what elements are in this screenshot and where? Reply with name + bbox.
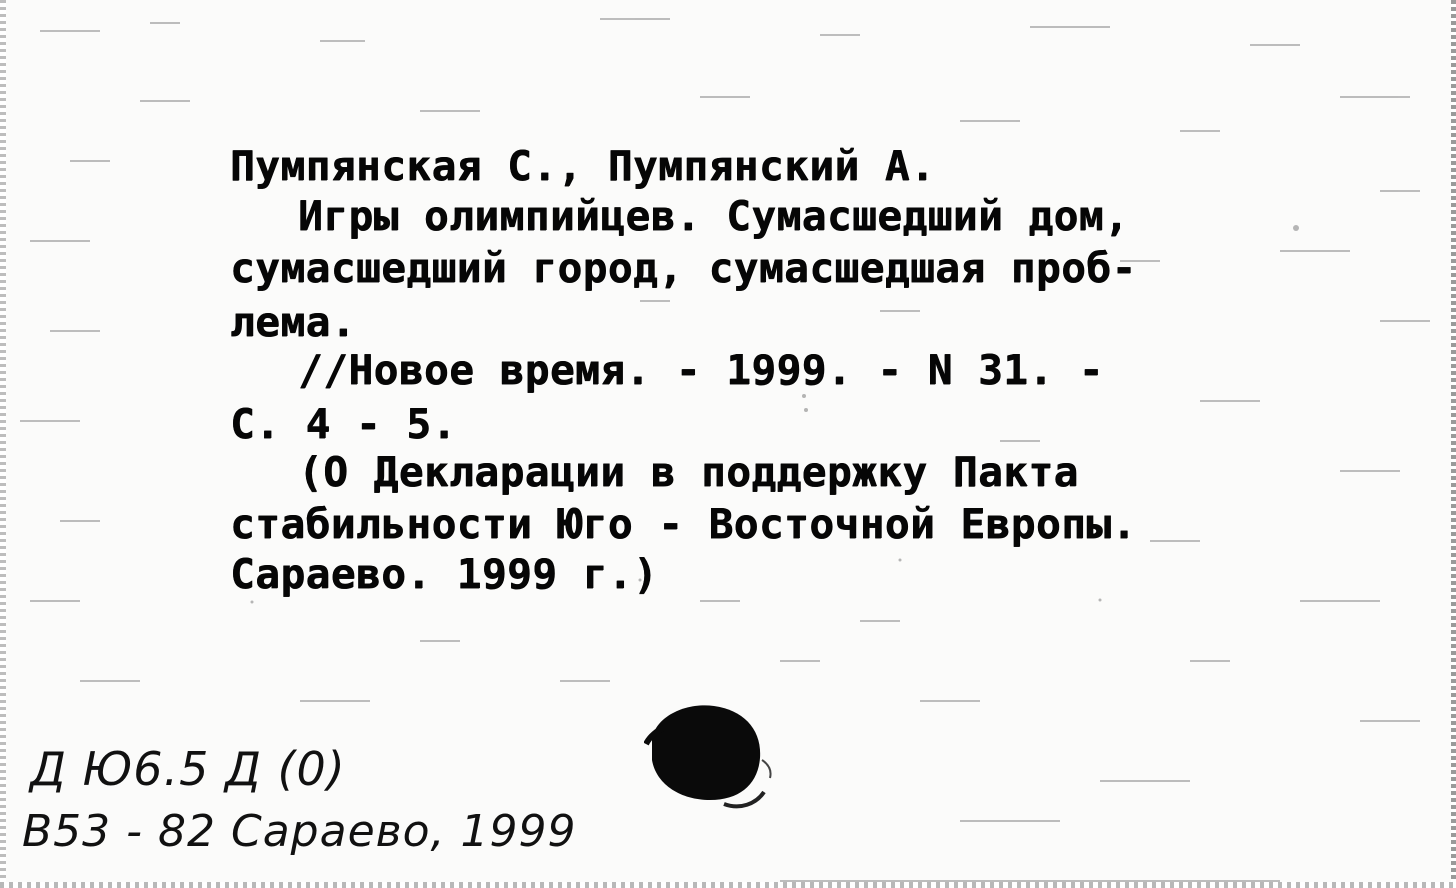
typed-line-source: //Новое время. - 1999. - N 31. - xyxy=(298,346,1104,394)
typed-line-title-cont: сумасшедший город, сумасшедшая проб- xyxy=(230,244,1137,292)
scan-edge-bottom xyxy=(0,882,1456,888)
typed-line-pages: С. 4 - 5. xyxy=(230,400,457,448)
typed-line-title: Игры олимпийцев. Сумасшедший дом, xyxy=(298,192,1130,240)
scan-edge-right xyxy=(1451,0,1456,888)
typed-line-note-end: Сараево. 1999 г.) xyxy=(230,550,659,598)
typed-line-authors: Пумпянская С., Пумпянский А. xyxy=(230,142,936,190)
handwritten-classification: Д Ю6.5 Д (0) xyxy=(30,742,346,796)
punched-hole xyxy=(644,700,784,830)
typed-line-note-cont: стабильности Юго - Восточной Европы. xyxy=(230,500,1137,548)
typed-line-note: (О Декларации в поддержку Пакта xyxy=(298,448,1079,496)
typed-line-title-end: лема. xyxy=(230,298,356,346)
handwritten-shelfmark: B53 - 82 Сараево, 1999 xyxy=(22,806,577,857)
